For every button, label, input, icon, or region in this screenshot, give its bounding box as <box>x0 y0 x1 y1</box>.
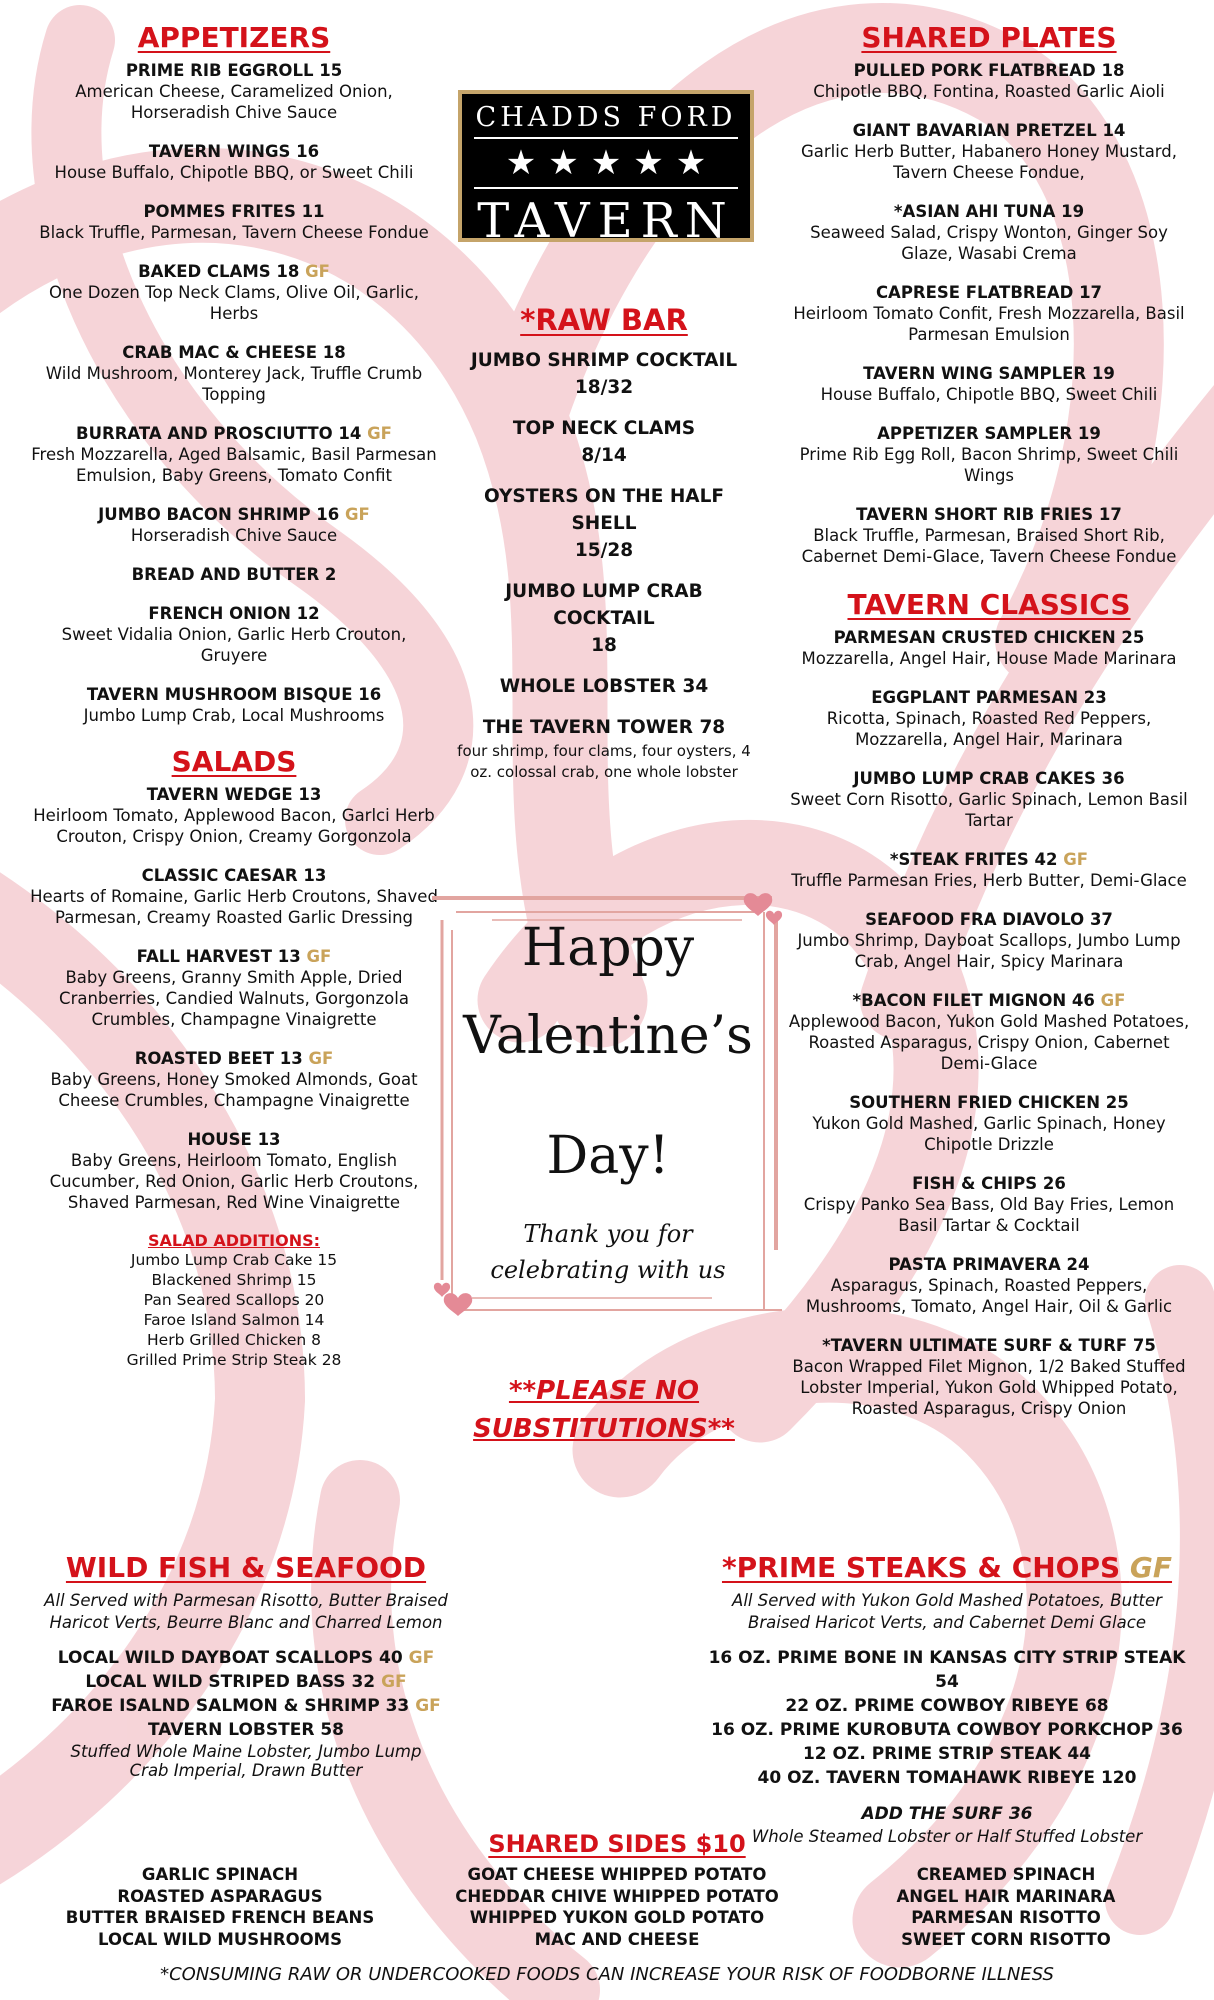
item-name-text: CLASSIC CAESAR 13 <box>141 866 327 886</box>
side-item: LOCAL WILD MUSHROOMS <box>98 1929 342 1949</box>
chadds-ford-tavern-logo <box>458 90 754 249</box>
seafood-list <box>30 1646 462 1742</box>
item-name-text: PULLED PORK FLATBREAD 18 <box>853 61 1125 81</box>
item-name-text: SOUTHERN FRIED CHICKEN 25 <box>849 1093 1129 1113</box>
sides-center-list <box>445 1864 789 1950</box>
menu-item <box>28 946 440 1030</box>
item-name <box>28 261 440 282</box>
item-desc: Mozzarella, Angel Hair, House Made Marinara <box>801 649 1177 669</box>
item-name-text: PRIME RIB EGGROLL 15 <box>125 61 343 81</box>
item-name <box>788 282 1190 303</box>
item-name-text: BREAD AND BUTTER 2 <box>131 565 337 585</box>
item-desc: Black Truffle, Parmesan, Braised Short Rib, Cabernet Demi-Glace, Tavern Cheese Fondue <box>801 526 1177 567</box>
item-desc: Seaweed Salad, Crispy Wonton, Ginger Soy Glaze, Wasabi Crema <box>810 223 1168 264</box>
item-name <box>28 564 440 585</box>
seafood-item-name: LOCAL WILD STRIPED BASS 32 <box>85 1672 376 1693</box>
gf-badge: GF <box>381 1672 407 1693</box>
item-desc: Sweet Vidalia Onion, Garlic Herb Crouton, Gruyere <box>61 625 407 666</box>
side-item: GARLIC SPINACH <box>141 1865 299 1884</box>
item-name-text: TAVERN SHORT RIB FRIES 17 <box>856 505 1122 525</box>
item-name <box>788 120 1190 141</box>
item-name <box>788 768 1190 789</box>
no-substitutions-notice <box>452 1372 756 1448</box>
item-name-text: FRENCH ONION 12 <box>148 604 320 624</box>
lobster-desc: Stuffed Whole Maine Lobster, Jumbo Lump Crab Imperial, Drawn Butter <box>70 1742 422 1781</box>
steaks-section <box>700 1552 1194 1848</box>
steaks-subtitle: All Served with Yukon Gold Mashed Potatoes, Butter Braised Haricot Verts, and Cabernet Demi Glace <box>732 1591 1162 1633</box>
valentine-script2: celebrating with us <box>490 1256 726 1284</box>
item-name-text: POMMES FRITES 11 <box>143 202 325 222</box>
item-name <box>788 990 1190 1011</box>
menu-item <box>28 201 440 243</box>
item-desc: Jumbo Lump Crab, Local Mushrooms <box>83 706 385 726</box>
menu-item <box>788 423 1190 486</box>
item-name-text: BURRATA AND PROSCIUTTO 14 <box>76 424 362 444</box>
menu-item <box>788 990 1190 1074</box>
seafood-item <box>30 1694 462 1718</box>
item-name <box>788 363 1190 384</box>
steaks-list <box>700 1646 1194 1790</box>
item-name-text: JUMBO BACON SHRIMP 16 <box>98 505 340 525</box>
salad-addition: Faroe Island Salmon 14 <box>143 1311 325 1330</box>
salad-addition: Herb Grilled Chicken 8 <box>147 1331 321 1350</box>
item-name-text: FISH & CHIPS 26 <box>912 1174 1066 1194</box>
item-name-text: GIANT BAVARIAN PRETZEL 14 <box>852 121 1126 141</box>
raw-bar-item <box>452 673 756 700</box>
add-surf-desc: Whole Steamed Lobster or Half Stuffed Lobster <box>751 1827 1143 1847</box>
salad-additions-list <box>28 1250 440 1370</box>
menu-item <box>788 201 1190 264</box>
no-subs-line1: **PLEASE NO <box>508 1376 700 1406</box>
menu-item <box>28 261 440 324</box>
raw-bar-item-name: JUMBO LUMP CRAB COCKTAIL <box>505 581 703 629</box>
star-icons: ★★★★★ <box>505 143 719 183</box>
raw-bar-item-price: 18 <box>591 635 617 656</box>
right-column <box>788 22 1190 1437</box>
item-name-text: TAVERN WINGS 16 <box>148 142 320 162</box>
menu-item <box>28 784 440 847</box>
tavern-tower-item <box>452 714 756 783</box>
item-desc: Applewood Bacon, Yukon Gold Mashed Potatoes, Roasted Asparagus, Crispy Onion, Cabernet Demi-Glace <box>788 1012 1190 1074</box>
menu-item <box>788 504 1190 567</box>
item-name <box>788 849 1190 870</box>
item-desc: One Dozen Top Neck Clams, Olive Oil, Garlic, Herbs <box>48 283 420 324</box>
salad-addition: Blackened Shrimp 15 <box>151 1271 317 1290</box>
item-name-text: PASTA PRIMAVERA 24 <box>888 1255 1090 1275</box>
item-desc: Fresh Mozzarella, Aged Balsamic, Basil Parmesan Emulsion, Baby Greens, Tomato Confit <box>31 445 437 486</box>
steak-item: 16 OZ. PRIME BONE IN KANSAS CITY STRIP STEAK 54 <box>708 1648 1186 1693</box>
steak-item: 12 OZ. PRIME STRIP STEAK 44 <box>802 1744 1092 1765</box>
item-desc: House Buffalo, Chipotle BBQ, or Sweet Chili <box>54 163 414 183</box>
logo-line1: CHADDS FORD <box>475 102 737 133</box>
item-name-text: TAVERN WEDGE 13 <box>146 785 322 805</box>
steak-item: 22 OZ. PRIME COWBOY RIBEYE 68 <box>785 1696 1109 1717</box>
gf-badge: GF <box>308 1049 334 1069</box>
item-name <box>788 1254 1190 1275</box>
menu-item <box>28 60 440 123</box>
tavern-tower-name: THE TAVERN TOWER 78 <box>482 717 726 738</box>
item-name-text: CRAB MAC & CHEESE 18 <box>122 343 346 363</box>
menu-item <box>788 687 1190 750</box>
salad-addition: Pan Seared Scallops 20 <box>143 1291 325 1310</box>
item-name <box>28 1129 440 1150</box>
tavern-classics-title: TAVERN CLASSICS <box>847 588 1131 622</box>
item-name-text: *STEAK FRITES 42 <box>889 850 1058 870</box>
item-name <box>788 627 1190 648</box>
item-desc: Bacon Wrapped Filet Mignon, 1/2 Baked Stuffed Lobster Imperial, Yukon Gold Whipped Potato, Roasted Asparagus, Crispy Onion <box>792 1357 1186 1419</box>
item-desc: Yukon Gold Mashed, Garlic Spinach, Honey Chipotle Drizzle <box>812 1114 1166 1155</box>
shared-sides-title: SHARED SIDES $10 <box>488 1830 746 1858</box>
salads-list <box>28 784 440 1213</box>
raw-bar-title: *RAW BAR <box>520 303 688 337</box>
shared-plates-list <box>788 60 1190 567</box>
shared-plates-title: SHARED PLATES <box>861 21 1117 54</box>
sides-left-list <box>60 1864 380 1950</box>
side-item: GOAT CHEESE WHIPPED POTATO <box>467 1865 767 1884</box>
item-name-text: TAVERN WING SAMPLER 19 <box>863 364 1115 384</box>
side-item: SWEET CORN RISOTTO <box>901 1929 1111 1949</box>
item-name-text: BAKED CLAMS 18 <box>138 262 300 282</box>
item-name <box>788 201 1190 222</box>
gf-badge: GF <box>1100 991 1126 1011</box>
item-name <box>788 1335 1190 1356</box>
menu-item <box>788 849 1190 891</box>
item-desc: Wild Mushroom, Monterey Jack, Truffle Crumb Topping <box>45 364 423 405</box>
item-name <box>788 687 1190 708</box>
valentine-line1: Happy <box>521 918 695 978</box>
item-name-text: CAPRESE FLATBREAD 17 <box>875 283 1103 303</box>
menu-item <box>28 141 440 183</box>
side-item: WHIPPED YUKON GOLD POTATO <box>469 1908 765 1927</box>
item-desc: Sweet Corn Risotto, Garlic Spinach, Lemon Basil Tartar <box>790 790 1188 831</box>
item-name-text: ROASTED BEET 13 <box>134 1049 303 1069</box>
menu-item <box>28 423 440 486</box>
no-subs-line2: SUBSTITUTIONS** <box>473 1414 735 1444</box>
seafood-subtitle: All Served with Parmesan Risotto, Butter Braised Haricot Verts, Beurre Blanc and Charred Lemon <box>44 1591 448 1633</box>
appetizers-list <box>28 60 440 726</box>
item-name <box>788 60 1190 81</box>
valentine-line2: Valentine’s <box>463 1006 753 1066</box>
gf-badge: GF <box>415 1696 441 1717</box>
item-name <box>788 1173 1190 1194</box>
item-desc: Asparagus, Spinach, Roasted Peppers, Mushrooms, Tomato, Angel Hair, Oil & Garlic <box>805 1276 1173 1317</box>
raw-bar-item-name: TOP NECK CLAMS <box>512 418 696 439</box>
item-name <box>28 60 440 81</box>
item-name-text: *ASIAN AHI TUNA 19 <box>893 202 1085 222</box>
item-desc: Black Truffle, Parmesan, Tavern Cheese Fondue <box>39 223 429 243</box>
item-name-text: TAVERN MUSHROOM BISQUE 16 <box>86 685 382 705</box>
side-item: PARMESAN RISOTTO <box>911 1908 1101 1927</box>
item-name <box>28 342 440 363</box>
menu-item <box>28 564 440 585</box>
steak-item: 40 OZ. TAVERN TOMAHAWK RIBEYE 120 <box>757 1768 1137 1789</box>
valentine-script1: Thank you for <box>523 1220 693 1248</box>
raw-bar-item-name: OYSTERS ON THE HALF SHELL <box>483 486 725 534</box>
menu-item <box>28 684 440 726</box>
side-item: BUTTER BRAISED FRENCH BEANS <box>65 1908 375 1927</box>
item-name-text: HOUSE 13 <box>187 1130 281 1150</box>
seafood-item <box>30 1646 462 1670</box>
item-name <box>788 504 1190 525</box>
raw-bar-item <box>452 578 756 659</box>
item-desc: Chipotle BBQ, Fontina, Roasted Garlic Aioli <box>813 82 1165 102</box>
menu-item <box>788 909 1190 972</box>
item-desc: Horseradish Chive Sauce <box>130 526 338 546</box>
gf-badge: GF <box>345 505 370 525</box>
item-name <box>28 784 440 805</box>
item-desc: Hearts of Romaine, Garlic Herb Croutons, Shaved Parmesan, Creamy Roasted Garlic Dressing <box>30 887 438 928</box>
menu-item <box>28 1129 440 1213</box>
tavern-classics-list <box>788 627 1190 1419</box>
add-surf-title: ADD THE SURF 36 <box>861 1804 1033 1825</box>
menu-item <box>28 504 440 546</box>
raw-bar-item-price: 18/32 <box>574 377 634 398</box>
logo-line2: TAVERN <box>477 193 735 249</box>
appetizers-title: APPETIZERS <box>137 21 331 54</box>
steaks-title <box>700 1552 1194 1584</box>
raw-bar-item-price: 15/28 <box>574 540 634 561</box>
heart-icon-bottom <box>444 1293 472 1316</box>
gf-badge: GF <box>306 947 332 967</box>
side-item: ROASTED ASPARAGUS <box>117 1886 323 1906</box>
side-item: MAC AND CHEESE <box>534 1929 700 1949</box>
item-name <box>28 603 440 624</box>
tavern-tower-desc: four shrimp, four clams, four oysters, 4 oz. colossal crab, one whole lobster <box>457 742 751 781</box>
item-desc: American Cheese, Caramelized Onion, Horseradish Chive Sauce <box>75 82 393 123</box>
item-name-text: *TAVERN ULTIMATE SURF & TURF 75 <box>822 1336 1156 1356</box>
item-desc: Heirloom Tomato, Applewood Bacon, Garlci Herb Crouton, Crispy Onion, Creamy Gorgonzola <box>33 806 435 847</box>
item-desc: Prime Rib Egg Roll, Bacon Shrimp, Sweet Chili Wings <box>799 445 1179 486</box>
seafood-item-name: LOCAL WILD DAYBOAT SCALLOPS 40 <box>57 1648 403 1669</box>
seafood-item <box>30 1670 462 1694</box>
gf-badge: GF <box>305 262 330 282</box>
item-desc: House Buffalo, Chipotle BBQ, Sweet Chili <box>820 385 1158 405</box>
gf-badge: GF <box>408 1648 435 1669</box>
item-desc: Heirloom Tomato Confit, Fresh Mozzarella, Basil Parmesan Emulsion <box>793 304 1185 345</box>
raw-bar-section <box>452 303 756 783</box>
menu-item <box>788 1173 1190 1236</box>
item-name <box>28 504 440 525</box>
item-name-text: PARMESAN CRUSTED CHICKEN 25 <box>833 628 1145 648</box>
raw-bar-item-name: WHOLE LOBSTER 34 <box>499 676 709 697</box>
menu-item <box>28 865 440 928</box>
salad-addition: Grilled Prime Strip Steak 28 <box>126 1351 342 1370</box>
shared-sides-title-wrap <box>432 1831 802 1865</box>
item-name <box>788 423 1190 444</box>
gf-badge: GF <box>367 424 392 444</box>
item-name-text: JUMBO LUMP CRAB CAKES 36 <box>853 769 1125 789</box>
item-name <box>788 909 1190 930</box>
menu-item <box>28 342 440 405</box>
side-item: CREAMED SPINACH <box>916 1865 1096 1884</box>
item-name <box>28 201 440 222</box>
raw-bar-item <box>452 347 756 401</box>
item-name <box>28 865 440 886</box>
raw-bar-item <box>452 415 756 469</box>
item-name-text: SEAFOOD FRA DIAVOLO 37 <box>865 910 1113 930</box>
steaks-gf-badge: GF <box>1129 1551 1173 1584</box>
item-name <box>788 1092 1190 1113</box>
item-name <box>28 423 440 444</box>
steaks-title-text: *PRIME STEAKS & CHOPS <box>721 1551 1121 1584</box>
menu-item <box>788 1335 1190 1419</box>
gf-badge: GF <box>1063 850 1089 870</box>
item-name <box>28 684 440 705</box>
item-name-text: FALL HARVEST 13 <box>136 947 301 967</box>
valentine-line3: Day! <box>546 1126 670 1186</box>
item-desc: Crispy Panko Sea Bass, Old Bay Fries, Lemon Basil Tartar & Cocktail <box>803 1195 1175 1236</box>
item-desc: Baby Greens, Granny Smith Apple, Dried Cranberries, Candied Walnuts, Gorgonzola Crumbles, Champagne Vinaigrette <box>59 968 409 1030</box>
raw-bar-list <box>452 347 756 700</box>
item-name-text: EGGPLANT PARMESAN 23 <box>871 688 1107 708</box>
seafood-item-name: TAVERN LOBSTER 58 <box>147 1720 345 1741</box>
item-desc: Truffle Parmesan Fries, Herb Butter, Demi-Glace <box>791 871 1187 891</box>
salad-additions-title: SALAD ADDITIONS: <box>147 1231 320 1251</box>
item-desc: Ricotta, Spinach, Roasted Red Peppers, Mozzarella, Angel Hair, Marinara <box>826 709 1152 750</box>
side-item: CHEDDAR CHIVE WHIPPED POTATO <box>455 1886 779 1906</box>
menu-item <box>788 60 1190 102</box>
item-name <box>28 141 440 162</box>
foodborne-illness-disclaimer: *CONSUMING RAW OR UNDERCOOKED FOODS CAN INCREASE YOUR RISK OF FOODBORNE ILLNESS <box>160 1964 1054 1985</box>
raw-bar-item-price: 8/14 <box>581 445 627 466</box>
menu-item <box>788 1254 1190 1317</box>
raw-bar-item <box>452 483 756 564</box>
item-desc: Baby Greens, Honey Smoked Almonds, Goat Cheese Crumbles, Champagne Vinaigrette <box>50 1070 418 1111</box>
item-name-text: *BACON FILET MIGNON 46 <box>852 991 1095 1011</box>
menu-item <box>28 603 440 666</box>
steak-item: 16 OZ. PRIME KUROBUTA COWBOY PORKCHOP 36 <box>711 1720 1183 1741</box>
menu-item <box>788 1092 1190 1155</box>
item-name <box>28 946 440 967</box>
raw-bar-item-name: JUMBO SHRIMP COCKTAIL <box>470 350 738 371</box>
item-name <box>28 1048 440 1069</box>
seafood-section <box>30 1552 462 1780</box>
item-desc: Baby Greens, Heirloom Tomato, English Cucumber, Red Onion, Garlic Herb Croutons, Shaved Parmesan, Red Wine Vinaigrette <box>49 1151 419 1213</box>
seafood-item <box>30 1718 462 1742</box>
menu-item <box>788 363 1190 405</box>
item-desc: Garlic Herb Butter, Habanero Honey Mustard, Tavern Cheese Fondue, <box>800 142 1178 183</box>
menu-item <box>788 627 1190 669</box>
menu-item <box>788 120 1190 183</box>
salad-addition: Jumbo Lump Crab Cake 15 <box>130 1251 338 1270</box>
item-name-text: APPETIZER SAMPLER 19 <box>877 424 1101 444</box>
item-desc: Jumbo Shrimp, Dayboat Scallops, Jumbo Lump Crab, Angel Hair, Spicy Marinara <box>797 931 1181 972</box>
sides-right-list <box>856 1864 1156 1950</box>
seafood-title: WILD FISH & SEAFOOD <box>65 1551 427 1584</box>
left-column <box>28 22 440 1370</box>
salads-title: SALADS <box>171 745 297 779</box>
seafood-item-name: FAROE ISALND SALMON & SHRIMP 33 <box>51 1696 410 1717</box>
menu-item <box>28 1048 440 1111</box>
menu-item <box>788 768 1190 831</box>
valentine-card <box>432 890 784 1328</box>
menu-item <box>788 282 1190 345</box>
side-item: ANGEL HAIR MARINARA <box>896 1886 1116 1906</box>
